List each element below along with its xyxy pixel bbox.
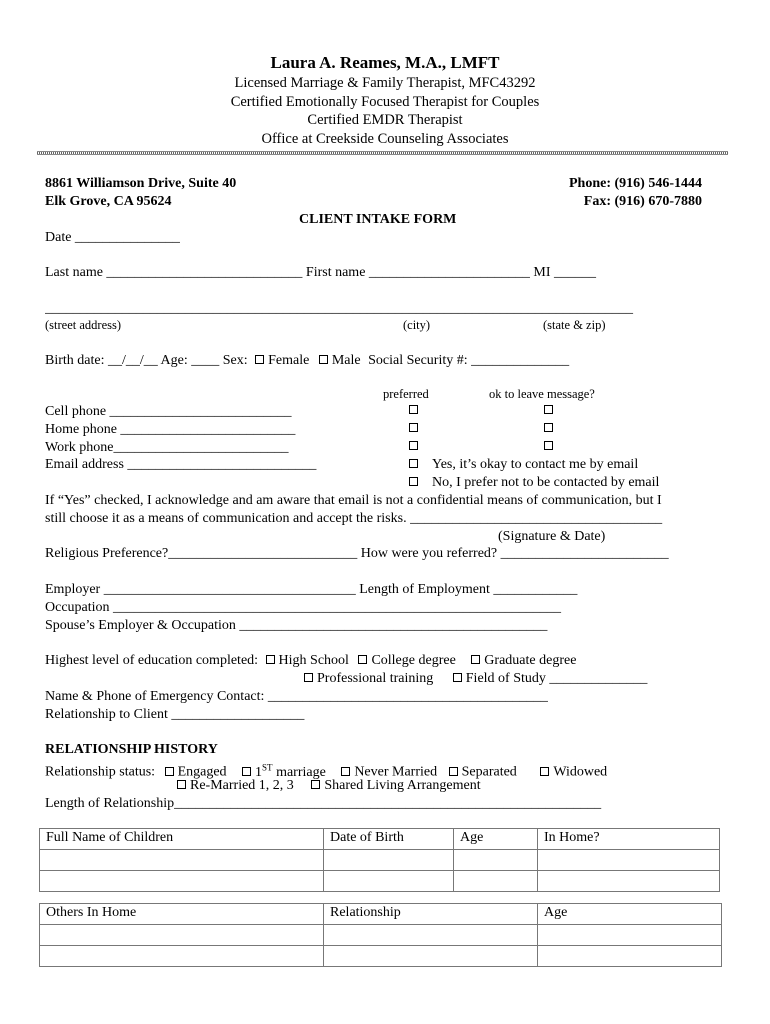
children-table — [39, 828, 720, 892]
table-row[interactable] — [40, 946, 722, 967]
engaged-checkbox[interactable] — [165, 767, 174, 776]
field-of-study-checkbox[interactable] — [453, 673, 462, 682]
office-fax: Fax: (916) 670-7880 — [583, 194, 702, 209]
relationship-to-client-row[interactable]: Relationship to Client ___________________ — [45, 707, 305, 722]
never-married-label: Never Married — [354, 764, 438, 780]
consent-line-1: If “Yes” checked, I acknowledge and am aware that email is not a confidential means of communication, but I — [45, 493, 662, 508]
office-phone: Phone: (916) 546-1444 — [569, 176, 702, 191]
cell-preferred-checkbox[interactable] — [409, 405, 418, 414]
shared-living-checkbox[interactable] — [311, 780, 320, 789]
engaged-label: Engaged — [177, 764, 227, 780]
table-cell[interactable] — [454, 850, 538, 871]
office-city: Elk Grove, CA 95624 — [45, 194, 172, 209]
table-cell[interactable] — [538, 946, 722, 967]
separated-checkbox[interactable] — [449, 767, 458, 776]
employer-row[interactable]: Employer ____________________________________ Length of Employment ____________ — [45, 582, 578, 597]
table-cell[interactable] — [324, 946, 538, 967]
email-no-checkbox[interactable] — [409, 477, 418, 486]
header-divider — [37, 151, 728, 155]
female-checkbox[interactable] — [255, 355, 264, 364]
relationship-status-row-2 — [177, 777, 481, 794]
table-cell[interactable] — [40, 946, 324, 967]
others-header-row — [40, 904, 722, 925]
never-married-checkbox[interactable] — [341, 767, 350, 776]
consent-line-2[interactable]: still choose it as a means of communication and accept the risks. ____________________________________ — [45, 511, 663, 526]
home-phone-field[interactable]: Home phone _________________________ — [45, 422, 296, 437]
therapist-name: Laura A. Reames, M.A., LMFT — [270, 53, 500, 72]
credential-line-2: Certified Emotionally Focused Therapist for Couples — [230, 94, 540, 110]
email-yes-option — [409, 456, 638, 473]
children-header-row — [40, 829, 720, 850]
others-age-header: Age — [538, 904, 722, 925]
relationship-status-label: Relationship status: — [45, 764, 156, 780]
education-row-2 — [304, 670, 647, 687]
email-no-option — [409, 474, 659, 491]
children-dob-header: Date of Birth — [324, 829, 454, 850]
credential-line-4: Office at Creekside Counseling Associates — [261, 131, 509, 147]
ok-message-header: ok to leave message? — [489, 387, 595, 401]
table-row[interactable] — [40, 850, 720, 871]
field-of-study-field[interactable]: Field of Study ______________ — [465, 671, 648, 686]
table-cell[interactable] — [454, 871, 538, 892]
table-cell[interactable] — [40, 850, 324, 871]
address-line[interactable]: ____________________________________________________________________________________ — [45, 301, 633, 316]
signature-date-label: (Signature & Date) — [498, 529, 606, 544]
work-phone-field[interactable]: Work phone_________________________ — [45, 440, 289, 455]
education-label: Highest level of education completed: — [45, 653, 259, 668]
table-cell[interactable] — [538, 925, 722, 946]
high-school-checkbox[interactable] — [266, 655, 275, 664]
work-message-checkbox[interactable] — [544, 441, 553, 450]
occupation-row[interactable]: Occupation ________________________________________________________________ — [45, 600, 562, 615]
children-age-header: Age — [454, 829, 538, 850]
remarried-label: Re-Married 1, 2, 3 — [190, 778, 294, 793]
male-checkbox[interactable] — [319, 355, 328, 364]
email-yes-checkbox[interactable] — [409, 459, 418, 468]
separated-label: Separated — [461, 764, 517, 780]
cell-message-checkbox[interactable] — [544, 405, 553, 414]
others-table — [39, 903, 722, 967]
male-label: Male — [331, 353, 361, 368]
college-checkbox[interactable] — [358, 655, 367, 664]
birth-row — [45, 352, 569, 369]
professional-checkbox[interactable] — [304, 673, 313, 682]
email-yes-label: Yes, it’s okay to contact me by email — [432, 457, 639, 472]
credential-line-3: Certified EMDR Therapist — [307, 112, 463, 128]
form-title: CLIENT INTAKE FORM — [299, 212, 457, 227]
cell-phone-field[interactable]: Cell phone __________________________ — [45, 404, 292, 419]
graduate-label: Graduate degree — [484, 653, 577, 668]
table-row[interactable] — [40, 871, 720, 892]
first-marriage-checkbox[interactable] — [242, 767, 251, 776]
widowed-checkbox[interactable] — [540, 767, 549, 776]
graduate-checkbox[interactable] — [471, 655, 480, 664]
date-field[interactable]: Date _______________ — [45, 230, 180, 245]
home-preferred-checkbox[interactable] — [409, 423, 418, 432]
children-inhome-header: In Home? — [538, 829, 720, 850]
credential-line-1: Licensed Marriage & Family Therapist, MFC43292 — [234, 75, 536, 91]
table-row[interactable] — [40, 925, 722, 946]
work-preferred-checkbox[interactable] — [409, 441, 418, 450]
city-label: (city) — [403, 318, 431, 332]
office-street: 8861 Williamson Drive, Suite 40 — [45, 176, 237, 191]
relationship-history-title: RELATIONSHIP HISTORY — [45, 742, 218, 757]
first-marriage-label: 1ST marriage — [255, 762, 326, 780]
table-cell[interactable] — [324, 871, 454, 892]
education-row — [45, 652, 576, 669]
female-label: Female — [268, 353, 310, 368]
others-name-header: Others In Home — [40, 904, 324, 925]
others-relationship-header: Relationship — [324, 904, 538, 925]
name-fields[interactable]: Last name ____________________________ First name _______________________ MI ______ — [45, 265, 597, 280]
emergency-contact-row[interactable]: Name & Phone of Emergency Contact: ________________________________________ — [45, 689, 548, 704]
professional-label: Professional training — [317, 671, 434, 686]
email-field[interactable]: Email address ___________________________ — [45, 457, 317, 472]
state-zip-label: (state & zip) — [543, 318, 606, 332]
table-cell[interactable] — [40, 925, 324, 946]
table-cell[interactable] — [538, 850, 720, 871]
children-name-header: Full Name of Children — [40, 829, 324, 850]
street-address-label: (street address) — [45, 318, 122, 332]
table-cell[interactable] — [40, 871, 324, 892]
spouse-employer-row[interactable]: Spouse’s Employer & Occupation ____________________________________________ — [45, 618, 548, 633]
widowed-label: Widowed — [553, 764, 608, 780]
email-no-label: No, I prefer not to be contacted by email — [432, 475, 660, 490]
table-cell[interactable] — [324, 850, 454, 871]
birth-age-sex-label[interactable]: Birth date: __/__/__ Age: ____ Sex: — [45, 353, 248, 368]
table-cell[interactable] — [538, 871, 720, 892]
preferred-header: preferred — [383, 387, 429, 401]
shared-living-label: Shared Living Arrangement — [324, 778, 481, 793]
ssn-field[interactable]: Social Security #: ______________ — [368, 353, 570, 368]
home-message-checkbox[interactable] — [544, 423, 553, 432]
high-school-label: High School — [278, 653, 349, 668]
relationship-length-row[interactable]: Length of Relationship_____________________________________________________________ — [45, 796, 602, 811]
college-label: College degree — [371, 653, 456, 668]
religion-referral-row[interactable]: Religious Preference?___________________________ How were you referred? ________________________ — [45, 546, 669, 561]
table-cell[interactable] — [324, 925, 538, 946]
remarried-checkbox[interactable] — [177, 780, 186, 789]
